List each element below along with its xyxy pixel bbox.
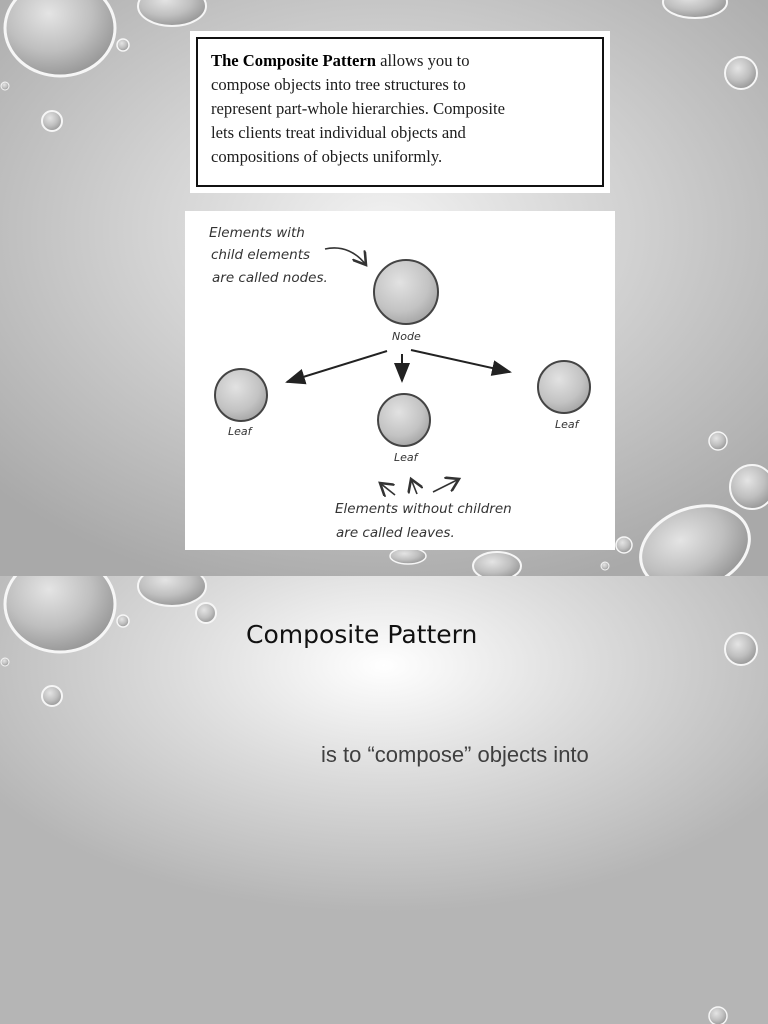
slide-2 [0,576,768,1024]
leaf-label: Leaf [555,418,579,431]
leaf-circle [538,361,590,413]
composite-tree-diagram [185,211,615,550]
node-label: Node [392,330,421,343]
drop-decoration [5,576,115,652]
drop-decoration [196,603,216,623]
drop-decoration [42,686,62,706]
slide-title: Composite Pattern [246,620,478,649]
drop-decoration [601,562,609,570]
drop-decoration [709,1007,727,1024]
node-circle [374,260,438,324]
drop-decoration [5,0,115,76]
arrow-to-leaf-right [411,350,510,372]
definition-text [196,37,604,187]
drop-decoration [117,615,129,627]
drop-decoration [42,111,62,131]
definition-line: allows you to [376,51,470,70]
arrow-to-leaf-left [287,351,387,382]
drop-decoration [730,465,768,509]
drop-decoration [1,658,9,666]
definition-line: compose objects into tree structures to [211,75,466,94]
definition-line: lets clients treat individual objects and [211,123,466,142]
leaf-circle [378,394,430,446]
note-leaves-arrow [411,479,417,494]
drop-decoration [725,633,757,665]
leaf-label: Leaf [394,451,418,464]
note-nodes-text [209,225,328,286]
drop-decoration [709,432,727,450]
diagram-canvas [185,211,615,550]
drop-decoration [117,39,129,51]
drop-decoration [725,57,757,89]
slide-body-text: is to “compose” objects into [321,742,589,767]
definition-line: compositions of objects uniformly. [211,147,443,166]
leaf-circle [215,369,267,421]
definition-box [190,31,610,193]
note-pointer-arrow [325,248,366,265]
note-leaves-line: Elements without children [335,501,512,517]
note-leaves-text [335,501,516,541]
note-leaves-line: are called leaves. [336,525,455,541]
drop-decoration [138,0,206,26]
drop-decoration [390,548,426,564]
drop-decoration [138,576,206,606]
note-nodes-line: child elements [211,247,311,263]
definition-term: The Composite Pattern [211,51,376,70]
leaf-label: Leaf [228,425,252,438]
drop-decoration [616,537,632,553]
definition-line: represent part-whole hierarchies. Composite [211,99,505,118]
drop-decoration [473,552,521,576]
drop-decoration [1,82,9,90]
drop-decoration [663,0,727,18]
note-leaves-arrow [380,483,395,495]
note-nodes-line: Elements with [209,225,305,241]
note-nodes-line: are called nodes. [212,270,328,286]
note-leaves-arrow [433,479,459,492]
